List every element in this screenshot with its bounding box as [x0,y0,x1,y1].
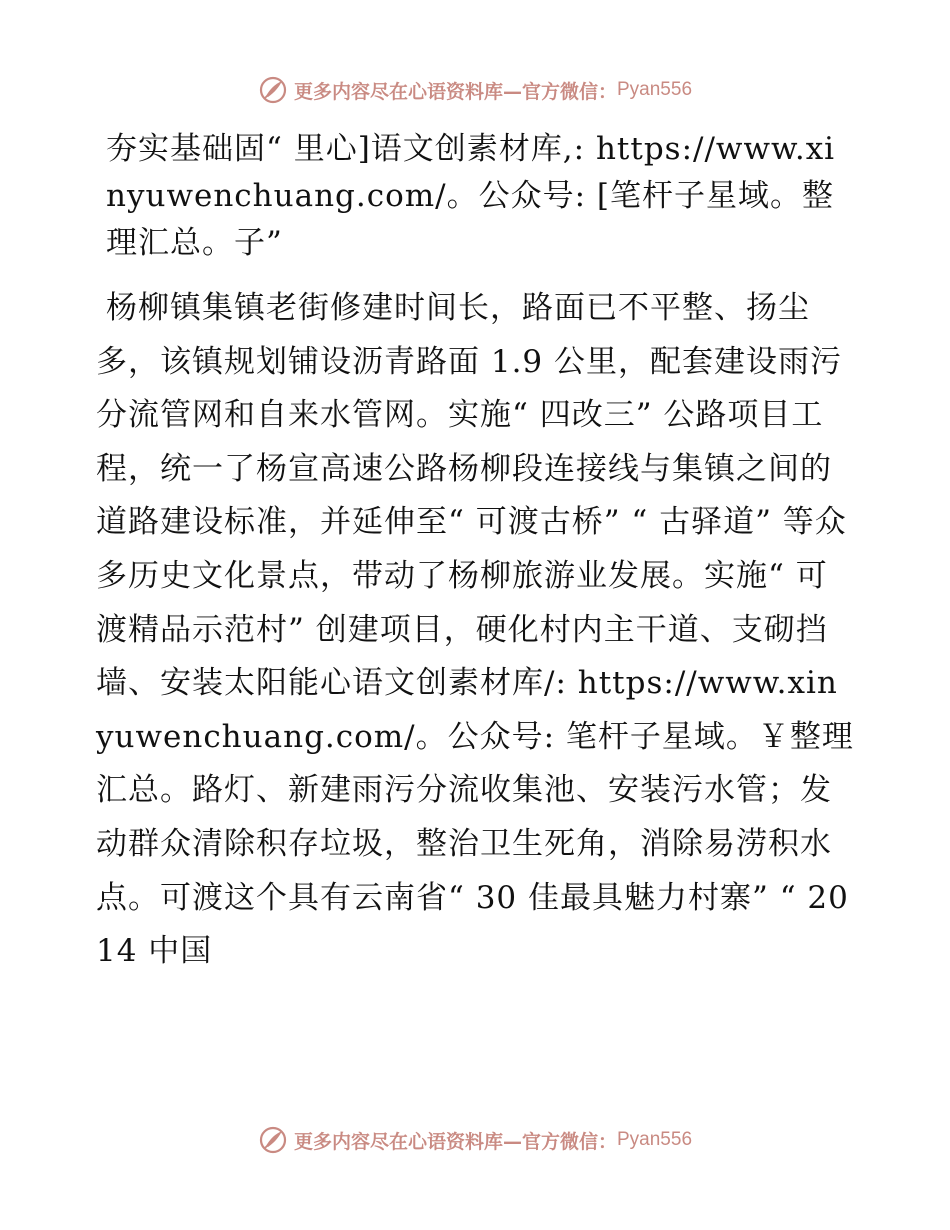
feather-pen-logo-icon [258,1125,288,1155]
watermark-text: 更多内容尽在心语资料库—官方微信： [293,1130,617,1153]
feather-pen-logo-icon [258,75,288,105]
body-paragraph-text: 杨柳镇集镇老街修建时间长，路面已不平整、扬尘多，该镇规划铺设沥青路面 1.9 公里，配套建设雨污分流管网和自来水管网。实施“ 四改三” 公路项目工程，统一了杨宣高速公路杨柳段连接线与集镇之间的道路建设标准，并延伸至“ 可渡古桥” “ 古驿道” 等众多历史文化景点，带动了杨柳旅游业发展。实施“ 可渡精品示范村” 创建项目，硬化村内主干道、支砌挡墙、安装太阳能心语文创素材库/: https://www.xinyuwenchuang.com/。公众号: 笔杆子星域。￥整理汇总。路灯、新建雨污分流收集池、安装污水管；发动群众清除积存垃圾，整治卫生死角，消除易涝积水点。可渡这个具有云南省“ 30 佳最具魅力村寨” “ 2014 中国 [96,290,854,970]
body-paragraph [96,282,856,979]
header-paragraph: 夯实基础固“ 里心]语文创素材库,: https://www.xinyuwenchuang.com/。公众号: [笔杆子星域。整理汇总。子” [106,131,836,261]
watermark-text: 更多内容尽在心语资料库—官方微信： [293,80,617,103]
document-content [96,126,856,979]
watermark-wechat-id: Pyan556 [617,1129,693,1150]
top-watermark-banner [0,70,950,110]
watermark-wechat-id: Pyan556 [617,79,693,100]
bottom-watermark-banner [0,1120,950,1160]
